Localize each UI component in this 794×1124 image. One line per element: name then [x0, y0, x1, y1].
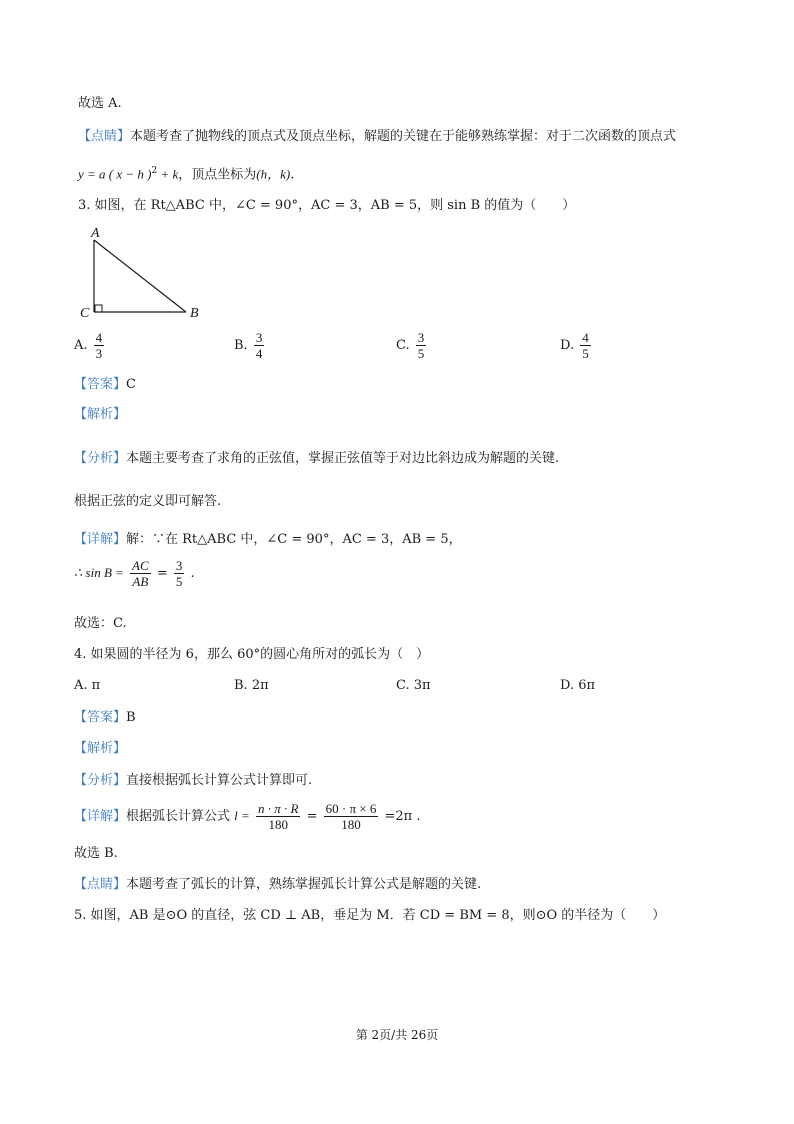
vertex-label-b: B [190, 306, 199, 321]
formula-num1: AC [132, 558, 149, 573]
option-letter: B. [234, 338, 248, 353]
q3-option-b [234, 330, 266, 361]
q3-analysis-tag: 【解析】 [74, 407, 127, 422]
formula-lhs: ∴ sin B = [74, 565, 124, 580]
option-letter: C. [396, 338, 410, 353]
option-numerator: 3 [255, 330, 263, 345]
answer-value: B [126, 710, 136, 725]
formula-den2: 5 [175, 574, 183, 589]
option-numerator: 3 [417, 330, 425, 345]
answer-value: C [126, 377, 136, 392]
q3-xiangjie [74, 531, 462, 549]
option-numerator: 4 [582, 330, 589, 345]
xiangjie-text: 解：∵在 Rt△ABC 中，∠C = 90°，AC = 3，AB = 5， [126, 532, 462, 547]
q4-option-a: A. π [74, 678, 101, 693]
arc-formula-eq: = [306, 809, 318, 824]
q2-dianjing [78, 128, 676, 146]
fenxi-text: 直接根据弧长计算公式计算即可. [126, 773, 313, 788]
q3-option-c [396, 330, 428, 361]
option-letter: D. [560, 338, 575, 353]
q3-option-d [560, 330, 593, 361]
q3-sin-formula [74, 556, 195, 591]
fenxi-tag: 【分析】 [74, 773, 127, 788]
vertex-label-c: C [80, 306, 90, 321]
formula-eq: = [156, 566, 168, 581]
formula-num2: 3 [175, 558, 183, 573]
vertex-end: . [290, 167, 295, 183]
q4-stem: 4. 如果圆的半径为 6，那么 60°的圆心角所对的弧长为（ ） [74, 647, 430, 662]
q3-stem: 3. 如图，在 Rt△ABC 中，∠C = 90°，AC = 3，AB = 5，则 sin B 的值为（ ） [78, 198, 576, 213]
q5-stem: 5. 如图，AB 是⊙O 的直径，弦 CD ⊥ AB，垂足为 M．若 CD = BM = 8，则⊙O 的半径为（ ） [74, 908, 666, 923]
q4-option-b: B. 2π [234, 678, 269, 693]
side-ab [94, 240, 186, 312]
option-denominator: 5 [582, 346, 589, 361]
xiangjie-tag: 【详解】 [74, 532, 127, 547]
vertex-label-a: A [91, 226, 100, 241]
vertex-formula-exponent: 2 [151, 166, 158, 176]
answer-tag: 【答案】 [74, 710, 127, 725]
q3-fenxi [74, 450, 559, 468]
arc-values-num: 60 · π × 6 [325, 801, 377, 816]
dianjing-text: 本题考查了抛物线的顶点式及顶点坐标，解题的关键在于能够熟练掌握：对于二次函数的顶点式 [130, 129, 677, 144]
option-denominator: 4 [255, 346, 263, 361]
q4-option-d: D. 6π [560, 678, 596, 693]
vertex-coordinate: (h，k) [256, 166, 291, 182]
q4-dianjing [74, 876, 481, 894]
arc-formula-num: n · π · R [257, 801, 299, 816]
option-denominator: 3 [95, 346, 103, 361]
q3-answer [74, 376, 136, 394]
dianjing-tag: 【点睛】 [74, 877, 127, 892]
q3-note: 根据正弦的定义即可解答. [74, 494, 222, 509]
q3-triangle-figure [76, 222, 216, 326]
vertex-formula: y = a ( x − h ) [78, 166, 152, 182]
q4-xiangjie [74, 799, 420, 834]
page-footer: 第 2页/共 26页 [355, 1028, 439, 1042]
option-denominator: 5 [417, 346, 425, 361]
arc-formula-den: 180 [268, 817, 288, 832]
option-numerator: 4 [95, 330, 103, 345]
formula-end: . [190, 566, 195, 581]
formula-den1: AB [132, 574, 149, 589]
q4-option-c: C. 3π [396, 678, 431, 693]
q3-option-a [74, 330, 106, 361]
q2-conclusion: 故选 A. [78, 96, 122, 111]
answer-tag: 【答案】 [74, 377, 127, 392]
option-letter: A. [74, 338, 88, 353]
fenxi-tag: 【分析】 [74, 451, 127, 466]
fenxi-text: 本题主要考查了求角的正弦值，掌握正弦值等于对边比斜边成为解题的关键. [126, 451, 560, 466]
xiangjie-pre: 根据弧长计算公式 [126, 809, 231, 824]
arc-result: =2π . [384, 809, 421, 824]
arc-values-den: 180 [341, 817, 361, 832]
dianjing-text: 本题考查了弧长的计算，熟练掌握弧长计算公式是解题的关键. [126, 877, 482, 892]
right-angle-mark [95, 305, 102, 312]
dianjing-tag: 【点睛】 [78, 129, 131, 144]
arc-length-lhs: l = [234, 808, 250, 823]
vertex-mid-text: ，顶点坐标为 [178, 167, 257, 183]
vertex-formula-tail: + k [157, 166, 179, 182]
vertex-formula-line [78, 162, 294, 184]
q4-analysis-tag: 【解析】 [74, 741, 127, 756]
q4-fenxi [74, 772, 312, 790]
xiangjie-tag: 【详解】 [74, 809, 127, 824]
q3-conclusion: 故选：C. [74, 616, 127, 631]
q4-answer [74, 709, 136, 727]
q4-conclusion: 故选 B. [74, 846, 118, 861]
